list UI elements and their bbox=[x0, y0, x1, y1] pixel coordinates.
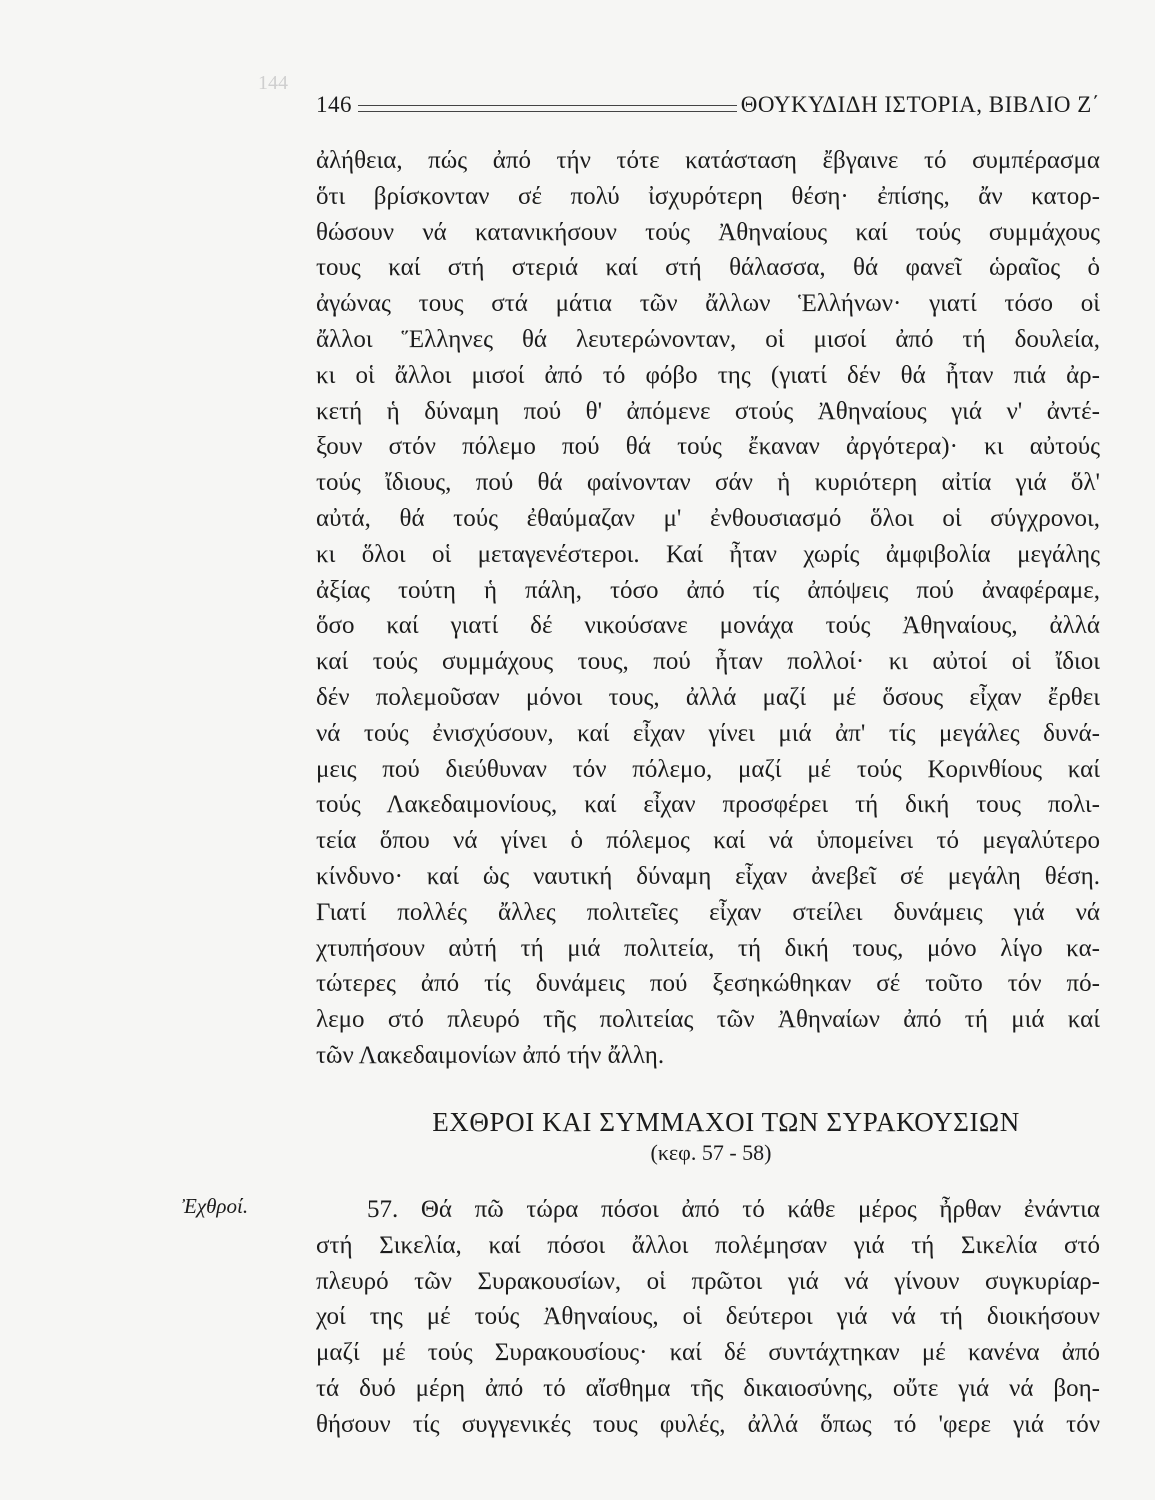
text-line: τά δυό μέρη ἀπό τό αἴσθημα τῆς δικαιοσύνης, οὔτε γιά νά βοη- bbox=[316, 1374, 1100, 1402]
section-title: ΕΧΘΡΟΙ ΚΑΙ ΣΥΜΜΑΧΟΙ ΤΩΝ ΣΥΡΑΚΟΥΣΙΩΝ bbox=[432, 1107, 1020, 1137]
text-line: ὅτι βρίσκονταν σέ πολύ ἰσχυρότερη θέση· ἐπίσης, ἄν κατορ- bbox=[316, 182, 1100, 210]
text-line: ἀγώνας τους στά μάτια τῶν ἄλλων Ἑλλήνων· γιατί τόσο οἱ bbox=[316, 290, 1100, 318]
text-line: καί τούς συμμάχους τους, πού ἦταν πολλοί· κι αὐτοί οἱ ἴδιοι bbox=[316, 648, 1100, 676]
text-line: κι οἱ ἄλλοι μισοί ἀπό τό φόβο της (γιατί δέν θά ἦταν πιά ἀρ- bbox=[316, 361, 1100, 389]
text-line: τεία ὅπου νά γίνει ὁ πόλεμος καί νά ὑπομείνει τό μεγαλύτερο bbox=[316, 827, 1100, 855]
text-line: Γιατί πολλές ἄλλες πολιτεῖες εἶχαν στείλει δυνάμεις γιά νά bbox=[316, 898, 1100, 926]
running-title: ΘΟΥΚΥΔΙΔΗ ΙΣΤΟΡΙΑ, ΒΙΒΛΙΟ Ζ΄ bbox=[740, 92, 1100, 117]
text-line: αὐτά, θά τούς ἐθαύμαζαν μ' ἐνθουσιασμό ὅλοι οἱ σύγχρονοι, bbox=[316, 504, 1100, 532]
text-line: 57. Θά πῶ τώρα πόσοι ἀπό τό κάθε μέρος ἦρθαν ἐνάντια bbox=[367, 1196, 1100, 1223]
header-rule bbox=[358, 105, 737, 112]
text-line: τῶν Λακεδαιμονίων ἀπό τήν ἄλλη. bbox=[316, 1041, 665, 1069]
bleed-through-mark bbox=[60, 370, 210, 392]
text-line: τώτερες ἀπό τίς δυνάμεις πού ξεσηκώθηκαν σέ τοῦτο τόν πό- bbox=[316, 970, 1100, 998]
text-line: δέν πολεμοῦσαν μόνοι τους, ἀλλά μαζί μέ ὅσους εἶχαν ἔρθει bbox=[316, 683, 1100, 711]
text-line: πλευρό τῶν Συρακουσίων, οἱ πρῶτοι γιά νά γίνουν συγκυρίαρ- bbox=[316, 1267, 1100, 1295]
text-line: μαζί μέ τούς Συρακουσίους· καί δέ συντάχτηκαν μέ κανένα ἀπό bbox=[316, 1339, 1100, 1367]
text-line: ἀλήθεια, πώς ἀπό τήν τότε κατάσταση ἔβγαινε τό συμπέρασμα bbox=[316, 147, 1100, 174]
text-line: χτυπήσουν αὐτή τή μιά πολιτεία, τή δική τους, μόνο λίγο κα- bbox=[316, 934, 1100, 962]
text-line: κίνδυνο· καί ὡς ναυτική δύναμη εἶχαν ἀνεβεῖ σέ μεγάλη θέση. bbox=[316, 862, 1100, 890]
text-line: ἀξίας τούτη ἡ πάλη, τόσο ἀπό τίς ἀπόψεις πού ἀναφέραμε, bbox=[316, 576, 1100, 604]
text-line: στή Σικελία, καί πόσοι ἄλλοι πολέμησαν γιά τή Σικελία στό bbox=[316, 1231, 1100, 1259]
text-line: κετή ἡ δύναμη πού θ' ἀπόμενε στούς Ἀθηναίους γιά ν' ἀντέ- bbox=[316, 397, 1100, 425]
margin-note: Ἐχθροί. bbox=[182, 1194, 249, 1218]
section-heading bbox=[316, 1107, 1100, 1166]
text-line: κι ὅλοι οἱ μεταγενέστεροι. Καί ἦταν χωρίς ἀμφιβολία μεγάλης bbox=[316, 540, 1100, 568]
running-header bbox=[316, 88, 1100, 118]
text-line: νά τούς ἐνισχύσουν, καί εἶχαν γίνει μιά ἀπ' τίς μεγάλες δυνά- bbox=[316, 719, 1100, 747]
bleed-through-mark: 144 bbox=[258, 72, 288, 94]
section-subtitle: (κεφ. 57 - 58) bbox=[650, 1140, 772, 1165]
text-line: τους καί στή στεριά καί στή θάλασσα, θά φανεῖ ὡραῖος ὁ bbox=[316, 254, 1100, 282]
text-line: μεις πού διεύθυναν τόν πόλεμο, μαζί μέ τούς Κορινθίους καί bbox=[316, 755, 1100, 783]
text-line: θώσουν νά κατανικήσουν τούς Ἀθηναίους καί τούς συμμάχους bbox=[316, 218, 1100, 246]
text-line: ξουν στόν πόλεμο πού θά τούς ἔκαναν ἀργότερα)· κι αὐτούς bbox=[316, 433, 1100, 461]
text-line: θήσουν τίς συγγενικές τους φυλές, ἀλλά ὅπως τό 'φερε γιά τόν bbox=[316, 1410, 1100, 1438]
text-line: ὅσο καί γιατί δέ νικούσανε μονάχα τούς Ἀθηναίους, ἀλλά bbox=[316, 612, 1100, 640]
body-text bbox=[316, 143, 1100, 1074]
text-line: ἄλλοι Ἕλληνες θά λευτερώνονταν, οἱ μισοί ἀπό τή δουλεία, bbox=[316, 325, 1100, 353]
text-line: τούς Λακεδαιμονίους, καί εἶχαν προσφέρει τή δική τους πολι- bbox=[316, 791, 1100, 819]
text-line: λεμο στό πλευρό τῆς πολιτείας τῶν Ἀθηναίων ἀπό τή μιά καί bbox=[316, 1006, 1100, 1034]
section-body bbox=[316, 1192, 1100, 1443]
page-number: 146 bbox=[316, 92, 352, 117]
bleed-through-mark bbox=[330, 1452, 336, 1478]
text-line: τούς ἴδιους, πού θά φαίνονταν σάν ἡ κυριότερη αἰτία γιά ὅλ' bbox=[316, 469, 1100, 497]
text-line: χοί της μέ τούς Ἀθηναίους, οἱ δεύτεροι γιά νά τή διοικήσουν bbox=[316, 1303, 1100, 1331]
